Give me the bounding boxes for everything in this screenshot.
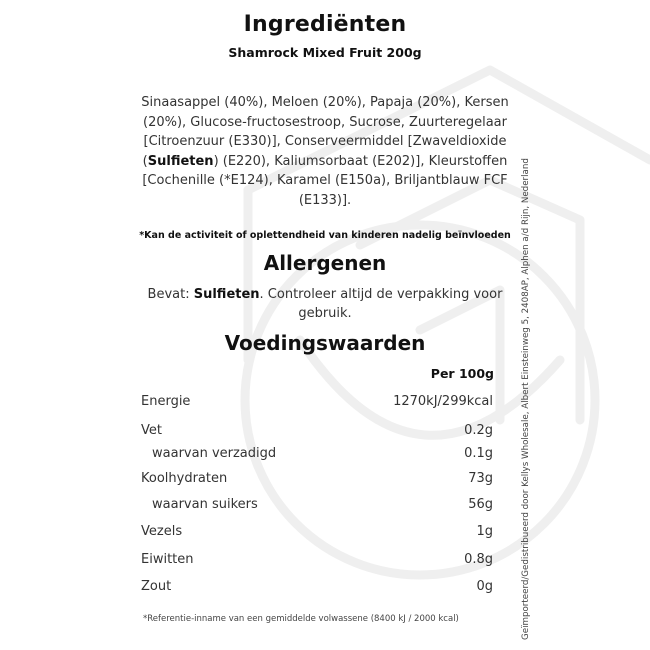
ingredients-text-part2: ) (E220), Kaliumsorbaat (E202)], Kleurstoffen [Cochenille (*E124), Karamel (E150a), Briljantblauw FCF (E133)]. xyxy=(142,153,508,208)
ingredients-text-part1: Sinaasappel (40%), Meloen (20%), Papaja (20%), Kersen (20%), Glucose-fructosestroop, Sucrose, Zuurteregelaar [Citroenzuur (E330)], Conserveermiddel [Zwaveldioxide ( xyxy=(141,95,509,169)
nutrition-title: Voedingswaarden xyxy=(224,331,426,355)
nutrition-value: 0.1g xyxy=(464,446,493,461)
nutrition-label: Koolhydraten xyxy=(141,471,228,486)
nutrition-row-fiber xyxy=(141,524,493,544)
nutrition-row-fat xyxy=(141,423,493,443)
nutrition-row-energy xyxy=(141,394,493,414)
allergens-title: Allergenen xyxy=(263,251,387,275)
nutrition-label: Vet xyxy=(141,423,162,438)
nutrition-value: 0.2g xyxy=(464,423,493,438)
nutrition-label: Vezels xyxy=(141,524,183,539)
product-name: Shamrock Mixed Fruit 200g xyxy=(228,45,422,60)
nutrition-label: Energie xyxy=(141,394,191,409)
allergens-bold: Sulfieten xyxy=(193,287,260,302)
nutrition-row-sugars xyxy=(141,497,493,517)
allergens-suffix: . Controleer altijd de verpakking voor gebruik. xyxy=(259,287,503,321)
ingredients-allergen-bold: Sulfieten xyxy=(147,153,214,169)
nutrition-row-salt xyxy=(141,579,493,599)
importer-address: Geïmporteerd/Gedistribueerd door Kellys Wholesale, Albert Einsteinweg 5, 2408AP, Alphen a/d Rijn, Nederland xyxy=(521,158,531,640)
reference-intake-footnote: *Referentie-inname van een gemiddelde volwassene (8400 kJ / 2000 kcal) xyxy=(143,614,459,624)
nutrition-label: waarvan suikers xyxy=(152,497,258,512)
nutrition-value: 1g xyxy=(476,524,493,539)
nutrition-value: 0g xyxy=(476,579,493,594)
nutrition-label: Zout xyxy=(141,579,172,594)
nutrition-label: waarvan verzadigd xyxy=(152,446,277,461)
nutrition-row-carbohydrates xyxy=(141,471,493,491)
nutrition-value: 0.8g xyxy=(464,552,493,567)
nutrition-row-protein xyxy=(141,552,493,572)
nutrition-value: 73g xyxy=(468,471,493,486)
colorant-warning: *Kan de activiteit of oplettendheid van kinderen nadelig beïnvloeden xyxy=(139,230,511,241)
allergens-text xyxy=(140,285,510,323)
nutrition-row-saturated-fat xyxy=(141,446,493,466)
ingredients-list xyxy=(138,93,512,210)
per-100g-header: Per 100g xyxy=(430,366,494,381)
nutrition-value: 56g xyxy=(468,497,493,512)
allergens-prefix: Bevat: xyxy=(147,287,194,302)
ingredients-title: Ingrediënten xyxy=(243,12,407,37)
nutrition-value: 1270kJ/299kcal xyxy=(393,394,493,409)
nutrition-label: Eiwitten xyxy=(141,552,194,567)
